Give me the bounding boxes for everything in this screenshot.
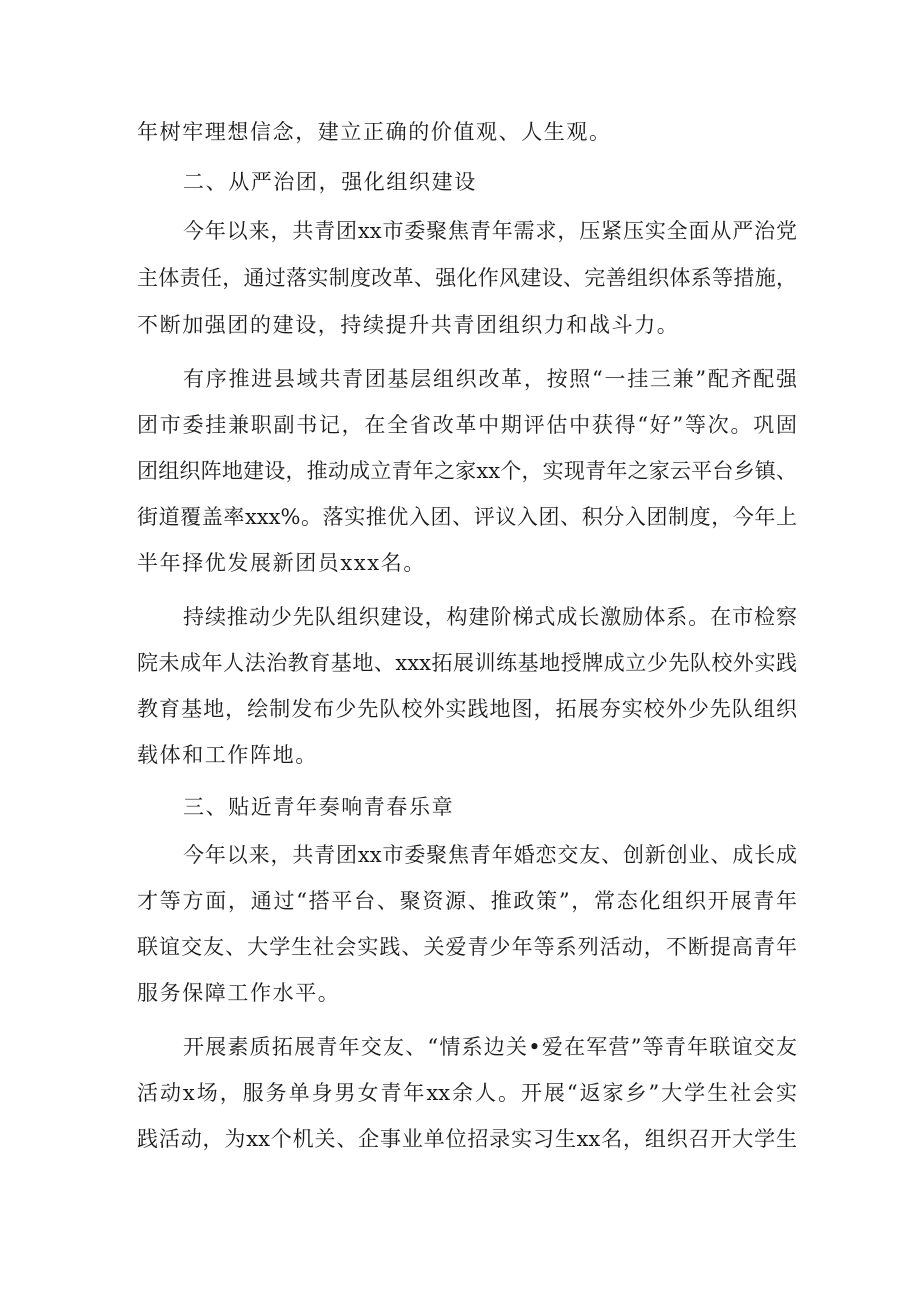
- paragraph-line: 践活动，为xx个机关、企事业单位招录实习生xx名，组织召开大学生: [137, 1127, 797, 1151]
- paragraph-line: 不断加强团的建设，持续提升共青团组织力和战斗力。: [137, 313, 680, 337]
- paragraph-line: 今年以来，共青团xx市委聚焦青年婚恋交友、创新创业、成长成: [183, 843, 797, 867]
- paragraph-line: 联谊交友、大学生社会实践、关爱青少年等系列活动，不断提高青年: [137, 935, 797, 959]
- paragraph-line: 教育基地，绘制发布少先队校外实践地图，拓展夯实校外少先队组织: [137, 697, 797, 721]
- paragraph-line: 载体和工作阵地。: [137, 743, 318, 767]
- paragraph-line: 活动x场，服务单身男女青年xx余人。开展“返家乡”大学生社会实: [137, 1081, 797, 1105]
- paragraph-line: 持续推动少先队组织建设，构建阶梯式成长激励体系。在市检察: [183, 605, 797, 629]
- paragraph-line: 主体责任，通过落实制度改革、强化作风建设、完善组织体系等措施，: [137, 266, 797, 290]
- paragraph-line: 服务保障工作水平。: [137, 981, 341, 1005]
- paragraph-line: 有序推进县域共青团基层组织改革，按照“一挂三兼”配齐配强: [183, 367, 797, 391]
- paragraph-line: 半年择优发展新团员xxx名。: [137, 551, 426, 575]
- section-heading: 二、从严治团，强化组织建设: [183, 170, 477, 194]
- section-heading: 三、贴近青年奏响青春乐章: [183, 795, 455, 819]
- paragraph-line: 团组织阵地建设，推动成立青年之家xx个，实现青年之家云平台乡镇、: [137, 459, 797, 483]
- paragraph-line: 院未成年人法治教育基地、xxx拓展训练基地授牌成立少先队校外实践: [137, 651, 797, 675]
- paragraph-line: 街道覆盖率xxx%。落实推优入团、评议入团、积分入团制度，今年上: [137, 505, 797, 529]
- paragraph-line: 才等方面，通过“搭平台、聚资源、推政策”，常态化组织开展青年: [137, 889, 797, 913]
- paragraph-line: 团市委挂兼职副书记，在全省改革中期评估中获得“好”等次。巩固: [137, 413, 797, 437]
- paragraph-line: 开展素质拓展青年交友、“情系边关•爱在军营”等青年联谊交友: [183, 1035, 797, 1059]
- paragraph-line: 今年以来，共青团xx市委聚焦青年需求，压紧压实全面从严治党: [183, 219, 797, 243]
- paragraph-line: 年树牢理想信念，建立正确的价值观、人生观。: [137, 120, 612, 144]
